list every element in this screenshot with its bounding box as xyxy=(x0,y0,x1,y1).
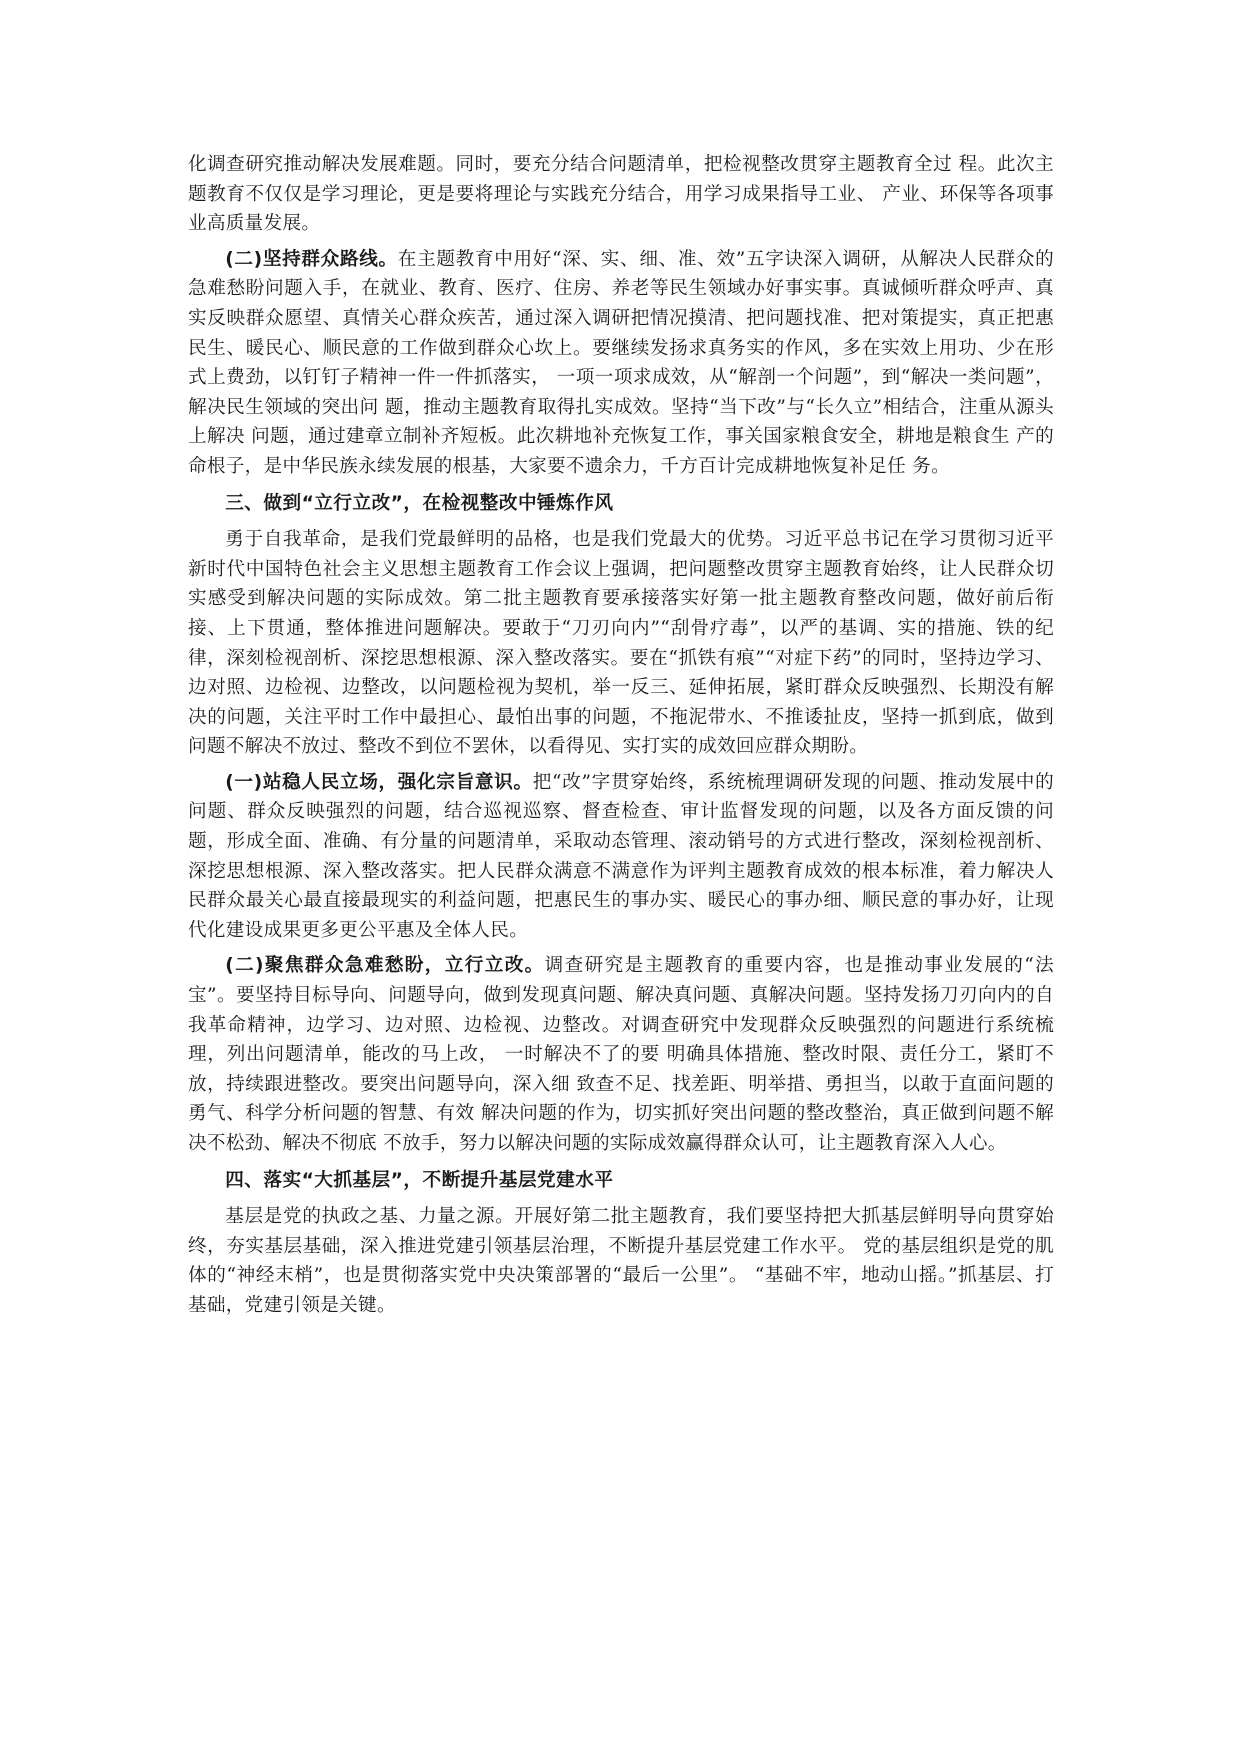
paragraph-intro: 化调查研究推动解决发展难题。同时，要充分结合问题清单，把检视整改贯穿主题教育全过 程。此次主题教育不仅仅是学习理论，更是要将理论与实践充分结合，用学习成果指导工业、 产业、环保等各项事业高质量发展。 xyxy=(188,154,1054,235)
paragraph-urgent-needs xyxy=(188,951,1054,1158)
paragraph-lead-mass-line: (二)坚持群众路线。 xyxy=(225,248,398,270)
paragraph-body-people-stance: 把“改”字贯穿始终，系统梳理调研发现的问题、推动发展中的问题、群众反映强烈的问题，结合巡视巡察、督查检查、审计监督发现的问题，以及各方面反馈的问题，形成全面、准确、有分量的问题清单，采取动态管理、滚动销号的方式进行整改，深刻检视剖析、深挖思想根源、深入整改落实。把人民群众满意不满意作为评判主题教育成效的根本标准，着力解决人民群众最关心最直接最现实的利益问题，把惠民生的事办实、暖民心的事办细、顺民意的事办好，让现代化建设成果更多更公平惠及全体人民。 xyxy=(188,771,1054,941)
document-body xyxy=(188,150,1054,1321)
section-heading-four: 四、落实“大抓基层”，不断提升基层党建水平 xyxy=(225,1169,614,1191)
paragraph-lead-people-stance: (一)站稳人民立场，强化宗旨意识。 xyxy=(225,771,533,793)
paragraph-mass-line xyxy=(188,245,1054,482)
paragraph-body-urgent-needs: 调查研究是主题教育的重要内容，也是推动事业发展的“法宝”。要坚持目标导向、问题导向，做到发现真问题、解决真问题、真解决问题。坚持发扬刀刃向内的自我革命精神，边学习、边对照、边检视、边整改。对调查研究中发现群众反映强烈的问题进行系统梳理，列出问题清单，能改的马上改， 一时解决不了的要 明确具体措施、整改时限、责任分工，紧盯不放，持续跟进整改。要突出问题导向，深入细 致查不足、找差距、明举措、勇担当，以敢于直面问题的勇气、科学分析问题的智慧、有效 解决问题的作为，切实抓好突出问题的整改整治，真正做到问题不解决不松劲、解决不彻底 不放手，努力以解决问题的实际成效赢得群众认可，让主题教育深入人心。 xyxy=(188,955,1054,1154)
paragraph-people-stance xyxy=(188,768,1054,946)
paragraph-self-revolution: 勇于自我革命，是我们党最鲜明的品格，也是我们党最大的优势。习近平总书记在学习贯彻习近平新时代中国特色社会主义思想主题教育工作会议上强调，把问题整改贯穿主题教育始终，让人民群众切实感受到解决问题的实际成效。第二批主题教育要承接落实好第一批主题教育整改问题，做好前后衔接、上下贯通，整体推进问题解决。要敢于“刀刃向内”“刮骨疗毒”，以严的基调、实的措施、铁的纪律，深刻检视剖析、深挖思想根源、深入整改落实。要在“抓铁有痕”“对症下药”的同时，坚持边学习、边对照、边检视、边整改，以问题检视为契机，举一反三、延伸拓展，紧盯群众反映强烈、长期没有解决的问题，关注平时工作中最担心、最怕出事的问题，不拖泥带水、不推诿扯皮，坚持一抓到底，做到问题不解决不放过、整改不到位不罢休，以看得见、实打实的成效回应群众期盼。 xyxy=(188,529,1054,758)
paragraph-body-mass-line: 在主题教育中用好“深、实、细、准、效”五字诀深入调研，从解决人民群众的急难愁盼问题入手，在就业、教育、医疗、住房、养老等民生领域办好事实事。真诚倾听群众呼声、真实反映群众愿望、真情关心群众疾苦，通过深入调研把情况摸清、把问题找准、把对策提实，真正把惠民生、暖民心、顺民意的工作做到群众心坎上。要继续发扬求真务实的作风，多在实效上用功、少在形式上费劲，以钉钉子精神一件一件抓落实， 一项一项求成效，从“解剖一个问题”，到“解决一类问题”，解决民生领域的突出问 题，推动主题教育取得扎实成效。坚持“当下改”与“长久立”相结合，注重从源头上解决 问题，通过建章立制补齐短板。此次耕地补充恢复工作，事关国家粮食安全，耕地是粮食生 产的命根子，是中华民族永续发展的根基，大家要不遗余力，千方百计完成耕地恢复补足任 务。 xyxy=(188,248,1055,477)
paragraph-grassroots: 基层是党的执政之基、力量之源。开展好第二批主题教育，我们要坚持把大抓基层鲜明导向贯穿始终，夯实基层基础，深入推进党建引领基层治理，不断提升基层党建工作水平。 党的基层组织是党的肌体的“神经末梢”，也是贯彻落实党中央决策部署的“最后一公里”。 “基础不牢，地动山摇。”抓基层、打基础，党建引领是关键。 xyxy=(188,1206,1054,1316)
paragraph-lead-urgent-needs: (二)聚焦群众急难愁盼，立行立改。 xyxy=(225,955,545,977)
section-heading-three: 三、做到“立行立改”，在检视整改中锤炼作风 xyxy=(225,492,614,514)
